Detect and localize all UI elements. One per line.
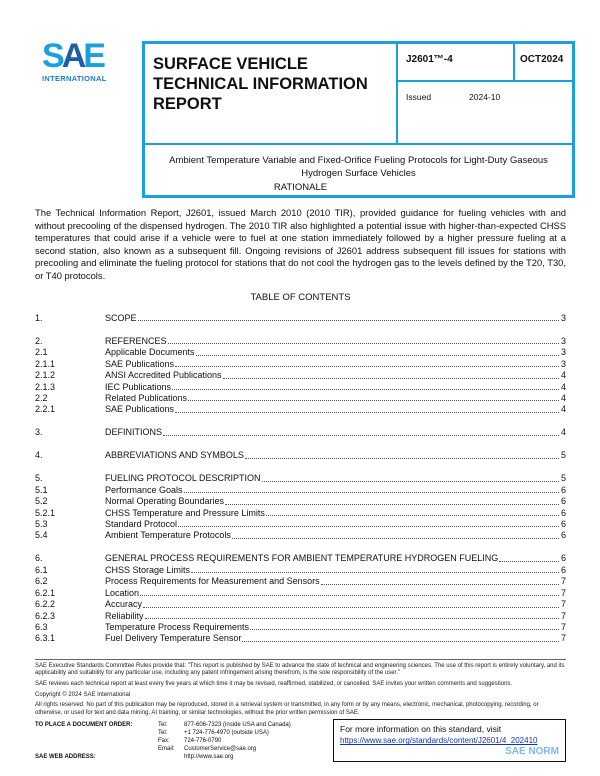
- footer-rules: SAE Executive Standards Committee Rules provide that: "This report is published by SAE to advance the state of technical and engineering sciences. The use of this report is entirely voluntary, and its applicability and suitability for any particular use, including any patent infringement arising therefrom, is the sole responsibility of the user.": [35, 662, 565, 677]
- toc-title: Ambient Temperature Protocols: [105, 530, 231, 541]
- rationale-text: The Technical Information Report, J2601, issued March 2010 (2010 TIR), provided guidance for fueling vehicles with and without precooling of the dispensed hydrogen. The 2010 TIR also highlighted a potential issue with higher-than-expected CHSS temperatures that could arise if a vehicle were to fuel at one station immediately followed by a higher pressure fueling at a second station, also known as a subsequent fill. Ongoing revisions of J2601 address subsequent fill issues for stations with precooling and eliminate the fueling protocol for stations that do not cool the hydrogen gas to the levels defined by the T20, T30, or T40 protocols.: [35, 207, 566, 281]
- toc-entry[interactable]: [35, 611, 566, 622]
- toc-page: 6: [560, 530, 566, 541]
- toc-title: Temperature Process Requirements: [105, 621, 250, 632]
- document-body: [35, 182, 566, 762]
- toc-number: 6.3: [35, 621, 48, 632]
- contact-key: Fax:: [158, 738, 170, 745]
- contact-info: [158, 721, 333, 761]
- dot-leader: [168, 337, 559, 344]
- dot-leader: [175, 360, 559, 367]
- toc-page: 6: [560, 507, 566, 518]
- toc-number: 6.1: [35, 564, 48, 575]
- dot-leader: [191, 566, 559, 573]
- toc-entry[interactable]: [35, 622, 566, 633]
- toc-title: IEC Publications: [105, 381, 172, 392]
- toc-number: 6.3.1: [35, 633, 56, 644]
- contact-value: 724-776-0790: [184, 738, 222, 745]
- toc-number: 2.2: [35, 393, 48, 404]
- toc-title: FUELING PROTOCOL DESCRIPTION: [105, 473, 261, 484]
- toc-page: 7: [560, 633, 566, 644]
- toc-number: 6.2.1: [35, 587, 56, 598]
- toc-page: 7: [560, 576, 566, 587]
- issued-info: [397, 81, 573, 144]
- toc-page: 7: [560, 587, 566, 598]
- toc-number: 5.1: [35, 484, 48, 495]
- toc-title: Normal Operating Boundaries: [105, 496, 225, 507]
- toc-title: Related Publications: [105, 393, 188, 404]
- dot-leader: [242, 635, 559, 642]
- toc-title: SAE Publications: [105, 358, 175, 369]
- web-label: SAE WEB ADDRESS:: [35, 754, 96, 761]
- footer: [35, 659, 566, 763]
- toc-page: 3: [560, 358, 566, 369]
- contact-key: Tel:: [158, 730, 168, 737]
- dot-leader: [499, 555, 559, 562]
- toc-entry[interactable]: [35, 565, 566, 576]
- toc-entry[interactable]: [35, 336, 566, 347]
- toc-entry[interactable]: [35, 633, 566, 644]
- order-label: TO PLACE A DOCUMENT ORDER:: [35, 722, 133, 729]
- toc-title: SCOPE: [105, 313, 137, 323]
- contact-value[interactable]: http://www.sae.org: [184, 754, 234, 761]
- toc-number: 5.: [35, 473, 43, 484]
- toc-entry[interactable]: [35, 599, 566, 610]
- issued-value: 2024-10: [469, 92, 501, 102]
- footer-divider: [35, 659, 566, 660]
- toc-title: Performance Goals: [105, 484, 183, 495]
- toc-entry[interactable]: [35, 404, 566, 415]
- dot-leader: [145, 612, 559, 619]
- toc-entry[interactable]: [35, 313, 566, 324]
- dot-leader: [138, 314, 559, 321]
- toc-title: GENERAL PROCESS REQUIREMENTS FOR AMBIENT TEMPERATURE HYDROGEN FUELING: [105, 553, 499, 564]
- toc-entry[interactable]: [35, 576, 566, 587]
- toc-page: 3: [560, 313, 566, 323]
- dot-leader: [163, 429, 559, 436]
- contact-value: +1 724-776-4970 (outside USA): [184, 730, 269, 737]
- toc-page: 6: [560, 553, 566, 564]
- dot-leader: [140, 589, 559, 596]
- toc-page: 4: [560, 381, 566, 392]
- toc-title: Applicable Documents: [105, 347, 195, 358]
- toc-number: 2.: [35, 336, 43, 346]
- standard-link[interactable]: https://www.sae.org/standards/content/J2601/4_202410: [340, 736, 538, 746]
- toc-title: Process Requirements for Measurement and Sensors: [105, 576, 320, 587]
- toc-title: ANSI Accredited Publications: [105, 370, 222, 381]
- toc-entry[interactable]: [35, 473, 566, 484]
- document-header: [142, 41, 575, 198]
- toc-entry[interactable]: [35, 450, 566, 461]
- toc-page: 3: [560, 336, 566, 346]
- toc-number: 6.2.2: [35, 599, 56, 610]
- footer-copyright: Copyright © 2024 SAE International: [35, 691, 131, 698]
- watermark: SAE NORM: [505, 746, 559, 758]
- logo-subtext: INTERNATIONAL: [42, 74, 107, 83]
- rationale-heading: RATIONALE: [273, 182, 328, 193]
- sae-logo: [42, 37, 120, 83]
- dot-leader: [321, 578, 559, 585]
- toc-number: 3.: [35, 427, 43, 438]
- dot-leader: [196, 349, 559, 356]
- footer-review: SAE reviews each technical report at least every five years at which time it may be revised, reaffirmed, stabilized, or cancelled. SAE invites your written comments and suggestions.: [35, 680, 513, 687]
- toc-page: 7: [560, 621, 566, 632]
- toc-entry[interactable]: [35, 347, 566, 358]
- table-of-contents: [35, 313, 566, 645]
- dot-leader: [143, 601, 559, 608]
- document-number: J2601™-4: [397, 43, 514, 81]
- dot-leader: [250, 623, 559, 630]
- toc-entry[interactable]: [35, 427, 566, 438]
- contact-line: [158, 753, 333, 761]
- toc-number: 4.: [35, 450, 43, 461]
- toc-page: 6: [560, 484, 566, 495]
- toc-entry[interactable]: [35, 370, 566, 381]
- toc-entry[interactable]: [35, 485, 566, 496]
- toc-heading: TABLE OF CONTENTS: [250, 292, 351, 303]
- dot-leader: [223, 372, 559, 379]
- more-info-box: [333, 719, 566, 762]
- dot-leader: [184, 486, 559, 493]
- toc-number: 2.1.3: [35, 381, 56, 392]
- dot-leader: [266, 509, 559, 516]
- toc-page: 5: [560, 473, 566, 484]
- toc-page: 4: [560, 404, 566, 415]
- contact-key: [158, 753, 184, 761]
- contact-line: [158, 737, 333, 745]
- contact-line: [158, 721, 333, 729]
- toc-title: REFERENCES: [105, 336, 167, 346]
- toc-title: SAE Publications: [105, 404, 175, 415]
- more-info-text: For more information on this standard, visit: [340, 724, 502, 735]
- footer-contact-row: [35, 721, 566, 762]
- toc-entry[interactable]: [35, 530, 566, 541]
- dot-leader: [262, 475, 559, 482]
- contact-value: 877-606-7323 (inside USA and Canada): [184, 722, 291, 729]
- toc-entry[interactable]: [35, 393, 566, 404]
- toc-page: 6: [560, 519, 566, 530]
- toc-title: CHSS Temperature and Pressure Limits: [105, 507, 265, 518]
- dot-leader: [178, 520, 559, 527]
- toc-page: 3: [560, 347, 566, 358]
- toc-page: 6: [560, 496, 566, 507]
- toc-number: 1.: [35, 313, 43, 323]
- toc-title: ABBREVIATIONS AND SYMBOLS: [105, 450, 244, 461]
- logo-mark: SAE: [42, 37, 103, 75]
- toc-title: DEFINITIONS: [105, 427, 163, 438]
- toc-number: 5.2.1: [35, 507, 56, 518]
- dot-leader: [175, 406, 559, 413]
- toc-page: 4: [560, 393, 566, 404]
- toc-page: 4: [560, 427, 566, 438]
- toc-title: Reliability: [105, 610, 144, 621]
- toc-entry[interactable]: [35, 382, 566, 393]
- toc-title: Fuel Delivery Temperature Sensor: [105, 633, 242, 644]
- contact-line: [158, 745, 333, 753]
- contact-key: Tel:: [158, 722, 168, 729]
- toc-number: 6.2.3: [35, 610, 56, 621]
- contact-key: Email:: [158, 746, 175, 753]
- toc-entry[interactable]: [35, 508, 566, 519]
- toc-entry[interactable]: [35, 359, 566, 370]
- toc-number: 2.2.1: [35, 404, 56, 415]
- document-title: Ambient Temperature Variable and Fixed-Orifice Fueling Protocols for Light-Duty Gaseous Hydrogen Surface Vehicles: [144, 144, 573, 196]
- toc-title: Location: [105, 587, 140, 598]
- toc-page: 7: [560, 599, 566, 610]
- toc-page: 4: [560, 370, 566, 381]
- order-labels: [35, 721, 158, 761]
- toc-page: 6: [560, 564, 566, 575]
- toc-title: Accuracy: [105, 599, 143, 610]
- dot-leader: [225, 498, 559, 505]
- toc-number: 5.3: [35, 519, 48, 530]
- document-date: OCT2024: [514, 43, 573, 81]
- toc-number: 6.2: [35, 576, 48, 587]
- toc-page: 7: [560, 610, 566, 621]
- toc-number: 6.: [35, 553, 43, 564]
- toc-entry[interactable]: [35, 553, 566, 564]
- toc-entry[interactable]: [35, 588, 566, 599]
- dot-leader: [245, 452, 559, 459]
- contact-line: [158, 729, 333, 737]
- toc-entry[interactable]: [35, 496, 566, 507]
- toc-title: Standard Protocol: [105, 519, 178, 530]
- dot-leader: [188, 394, 559, 401]
- issued-label: Issued: [406, 92, 432, 102]
- footer-rights: All rights reserved. No part of this publication may be reproduced, stored in a retrieval system or transmitted, in any form or by any means, electronic, mechanical, photocopying, recording, or otherwise, or used for text and data mining, AI training, or similar technologies, without the prior written permission of SAE.: [35, 702, 539, 716]
- dot-leader: [172, 383, 559, 390]
- toc-number: 2.1: [35, 347, 48, 358]
- dot-leader: [232, 532, 559, 539]
- toc-number: 5.4: [35, 530, 48, 541]
- toc-number: 5.2: [35, 496, 48, 507]
- toc-number: 2.1.2: [35, 370, 56, 381]
- toc-title: CHSS Storage Limits: [105, 564, 191, 575]
- toc-page: 5: [560, 450, 566, 461]
- document-type: SURFACE VEHICLE TECHNICAL INFORMATION REPORT: [144, 43, 397, 144]
- toc-number: 2.1.1: [35, 358, 56, 369]
- contact-value[interactable]: CustomerService@sae.org: [184, 746, 257, 753]
- toc-entry[interactable]: [35, 519, 566, 530]
